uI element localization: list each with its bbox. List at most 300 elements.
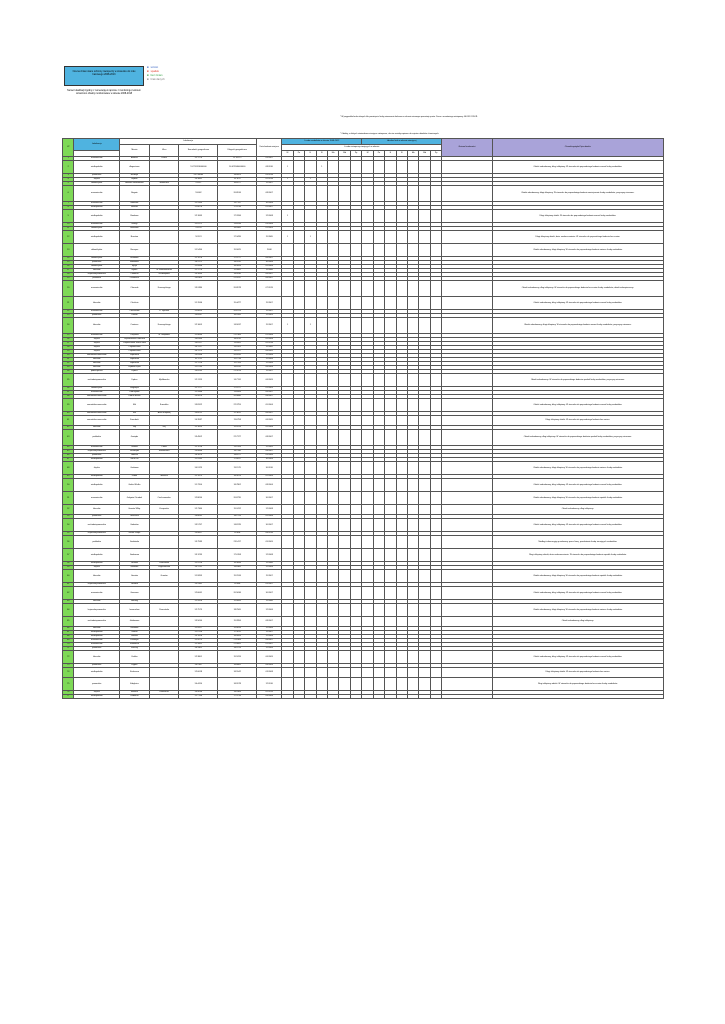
cell-lp: 44 (63, 446, 74, 450)
cell-count (293, 604, 304, 617)
col-species: Pp (350, 151, 361, 157)
cell-lon: 20.8735 (218, 492, 257, 505)
cell-count (305, 297, 316, 310)
cell-count (430, 297, 441, 310)
cell-lat: 52.4171 (179, 223, 218, 227)
cell-description: Obiekt zabudowany, długi sklepiony. W stosunku do poprzedniego badania zmiana liczby osobników. (492, 604, 663, 617)
cell-lp: 65 (63, 617, 74, 627)
cell-description: Niedługi informacyjny przekazany przez firmę, przedstawia liczbę zimujących osobników. (492, 536, 663, 549)
cell-count (373, 519, 384, 532)
cell-date: 06.2005 (257, 416, 282, 426)
cell-date: 11.2007 (257, 318, 282, 334)
cell-date: 09.2007 (257, 157, 282, 161)
cell-count (350, 668, 361, 678)
cell-lat: 52.2079 (179, 639, 218, 643)
cell-count (419, 479, 430, 492)
cell-count (430, 695, 441, 699)
cell-count (396, 678, 407, 691)
table-row (63, 587, 664, 600)
cell-lp: 5 (63, 182, 74, 186)
cell-count (385, 505, 396, 515)
cell-lp: 77 (63, 695, 74, 699)
cell-change (442, 617, 492, 627)
cell-count (419, 549, 430, 562)
cell-count (339, 668, 350, 678)
cell-count (362, 161, 373, 174)
cell-count (327, 617, 338, 627)
cell-city: Ełk (120, 399, 150, 412)
cell-count (327, 297, 338, 310)
cell-lp: 40 (63, 412, 74, 416)
col-species: E (305, 151, 316, 157)
cell-city: Bytom (120, 269, 150, 273)
cell-count (305, 462, 316, 475)
cell-count (385, 536, 396, 549)
cell-street (149, 668, 179, 678)
cell-count (293, 416, 304, 426)
cell-count (419, 231, 430, 244)
cell-date: 05.2004 (257, 399, 282, 412)
cell-street (149, 416, 179, 426)
cell-lat: 51.5490 (179, 244, 218, 257)
cell-date: 09.2018 (257, 174, 282, 178)
cell-voivodeship: śląskie (74, 342, 120, 346)
cell-lon: 18.468 (218, 583, 257, 587)
cell-lp: 55 (63, 532, 74, 536)
cell-count (350, 462, 361, 475)
cell-description: Długi sklepiony obiekt; duże nasłonecznienie. W stosunku do poprzedniego badania bez zmian. (492, 231, 663, 244)
cell-count (362, 668, 373, 678)
cell-voivodeship: lubuskie (74, 297, 120, 310)
cell-city: Czetrzes (120, 318, 150, 334)
cell-count (362, 416, 373, 426)
cell-count (305, 651, 316, 664)
cell-description: Obiekt zabudowany, długi sklepiony. W stosunku do poprzedniego badania wzrost liczby osobników. (492, 651, 663, 664)
cell-voivodeship: mazowieckie (74, 446, 120, 450)
cell-count (350, 549, 361, 562)
table-row (63, 549, 664, 562)
cell-street: Słoneczna (149, 182, 179, 186)
cell-date: 06.2008 (257, 366, 282, 370)
cell-change (442, 570, 492, 583)
cell-lat: 50.7917 (179, 346, 218, 350)
cell-city: Gubin (120, 475, 150, 479)
cell-street (149, 161, 179, 174)
col-city: Miasto (120, 145, 150, 157)
cell-date: 11.2005 (257, 346, 282, 350)
cell-count (350, 536, 361, 549)
cell-city: Ełk (120, 412, 150, 416)
cell-lon: 16.5054 (218, 265, 257, 269)
cell-change (442, 462, 492, 475)
cell-lp: 64 (63, 604, 74, 617)
cell-lon: 19.6248 (218, 223, 257, 227)
cell-lp: 61 (63, 583, 74, 587)
cell-count (293, 297, 304, 310)
cell-count (350, 399, 361, 412)
cell-lat: 52.7360 (179, 505, 218, 515)
cell-count (408, 231, 419, 244)
cell-date: 02.2019 (257, 691, 282, 695)
cell-voivodeship: pomorskie (74, 314, 120, 318)
cell-count (282, 416, 293, 426)
cell-voivodeship: mazowieckie (74, 310, 120, 314)
cell-city: Brodowo (120, 210, 150, 223)
cell-count (339, 587, 350, 600)
cell-date: 11.2008 (257, 269, 282, 273)
cell-voivodeship: podkarpackie (74, 370, 120, 374)
cell-street: ul. Grzędzka (149, 334, 179, 338)
cell-count (419, 318, 430, 334)
cell-count (362, 231, 373, 244)
cell-count (419, 186, 430, 202)
cell-lp: 63 (63, 600, 74, 604)
cell-date: 09.2006 (257, 454, 282, 458)
cell-count (408, 505, 419, 515)
cell-count (396, 430, 407, 446)
table-row (63, 695, 664, 699)
cell-lon: 15.5226 (218, 651, 257, 664)
cell-count (430, 186, 441, 202)
cell-city: Czarne (120, 314, 150, 318)
cell-lp: 15 (63, 261, 74, 265)
cell-description: Obiekt zabudowany, długi sklepiony. W stosunku do poprzedniego badania spadek liczby osobników; przyczyny nieznane. (492, 430, 663, 446)
cell-count (350, 492, 361, 505)
cell-change (442, 297, 492, 310)
cell-count (327, 281, 338, 297)
cell-count (350, 651, 361, 664)
cell-date: 11.2007 (257, 297, 282, 310)
cell-count (362, 678, 373, 691)
cell-description: Obiekt zabudowany, długi sklepiony. W stosunku do poprzedniego badania bez zmian liczby osobników; obiekt zabezpieczony. (492, 281, 663, 297)
cell-lp: 3 (63, 174, 74, 178)
cell-voivodeship: kujawsko-pomorskie (74, 450, 120, 454)
cell-count (385, 244, 396, 257)
cell-lp: 45 (63, 450, 74, 454)
cell-lp: 14 (63, 257, 74, 261)
cell-change (442, 492, 492, 505)
cell-date: 06.2005 (257, 350, 282, 354)
cell-date: 06.2009 (257, 651, 282, 664)
cell-date: 05.2008 (257, 515, 282, 519)
cell-count (396, 374, 407, 387)
cell-count (373, 281, 384, 297)
cell-count (350, 587, 361, 600)
cell-count (327, 430, 338, 446)
cell-lp: 23 (63, 314, 74, 318)
cell-count (293, 695, 304, 699)
cell-city: Augustowo (120, 161, 150, 174)
cell-city: Częstochowa (120, 350, 150, 354)
col-street: Ulica (149, 145, 179, 157)
cell-lat: 53.6547 (179, 314, 218, 318)
cell-count (316, 668, 327, 678)
cell-count (293, 430, 304, 446)
cell-description: Obiekt zabudowany, długi sklepiony. W stosunku do poprzedniego badania spadek liczby osobników. (492, 570, 663, 583)
cell-count (373, 297, 384, 310)
cell-city: Brzegi (120, 223, 150, 227)
cell-street (149, 462, 179, 475)
cell-date: 12.2010 (257, 678, 282, 691)
cell-count (396, 651, 407, 664)
cell-city: Grudziądz (120, 450, 150, 454)
cell-lp: 51 (63, 492, 74, 505)
cell-lp: 27 (63, 342, 74, 346)
cell-voivodeship: dolnośląskie (74, 244, 120, 257)
cell-street (149, 479, 179, 492)
cell-voivodeship: mazowieckie (74, 202, 120, 206)
cell-street (149, 536, 179, 549)
cell-lon: 17.0158 (218, 549, 257, 562)
cell-count (293, 505, 304, 515)
cell-lat: 54.3302 (179, 647, 218, 651)
cell-street: Myśliborska (149, 374, 179, 387)
cell-count (305, 536, 316, 549)
cell-count (305, 416, 316, 426)
cell-count (316, 651, 327, 664)
col-counts-b: Analiza liczb w okresie zimującej (362, 139, 442, 145)
cell-count (430, 617, 441, 627)
cell-city: Kałuszyn (120, 639, 150, 643)
cell-lon: 18.2565 (218, 604, 257, 617)
cell-count (339, 318, 350, 334)
cell-description: Długi sklepiony obiekt. W stosunku do poprzedniego badania bez zmian liczby osobników. (492, 678, 663, 691)
cell-voivodeship: lubuskie (74, 570, 120, 583)
cell-lat: 50.0249 (179, 370, 218, 374)
cell-count (396, 416, 407, 426)
cell-street (149, 587, 179, 600)
cell-lp: 24 (63, 318, 74, 334)
bat-sites-table (62, 138, 664, 699)
cell-count (339, 479, 350, 492)
cell-count (373, 161, 384, 174)
cell-lp: 67 (63, 631, 74, 635)
cell-count (305, 281, 316, 297)
cell-count (282, 519, 293, 532)
cell-city: Dobrzyków (120, 391, 150, 395)
cell-count (305, 186, 316, 202)
table-row (63, 678, 664, 691)
cell-lat: 52.2228 (179, 562, 218, 566)
cell-count (327, 695, 338, 699)
cell-count (362, 479, 373, 492)
cell-count (339, 231, 350, 244)
cell-lon: 22.7377 (218, 430, 257, 446)
cell-count (385, 210, 396, 223)
cell-voivodeship: wielkopolskie (74, 210, 120, 223)
cell-voivodeship: dolnośląskie (74, 257, 120, 261)
cell-lp: 70 (63, 643, 74, 647)
cell-date: 06.2007 (257, 391, 282, 395)
cell-count (305, 587, 316, 600)
cell-count (362, 587, 373, 600)
cell-voivodeship: mazowieckie (74, 281, 120, 297)
cell-lat: 52.1475 (179, 475, 218, 479)
cell-count (430, 536, 441, 549)
cell-count (305, 604, 316, 617)
cell-lp: 33 (63, 366, 74, 370)
cell-voivodeship: mazowieckie (74, 587, 120, 600)
cell-count (327, 462, 338, 475)
cell-count (316, 430, 327, 446)
cell-count (282, 374, 293, 387)
cell-count (282, 244, 293, 257)
cell-count (316, 678, 327, 691)
col-lat: Szerokość geograficzna (179, 145, 218, 157)
cell-voivodeship: wielkopolskie (74, 635, 120, 639)
cell-count (350, 678, 361, 691)
cell-count (419, 399, 430, 412)
cell-lp: 41 (63, 416, 74, 426)
cell-lp: 59 (63, 566, 74, 570)
cell-count (430, 587, 441, 600)
cell-count (293, 318, 304, 334)
cell-street: Suwalska (149, 399, 179, 412)
cell-street (149, 519, 179, 532)
cell-voivodeship: śląskie (74, 346, 120, 350)
cell-city: Goniądz (120, 430, 150, 446)
cell-count (305, 570, 316, 583)
cell-lat: 52.5390 (179, 202, 218, 206)
cell-count (339, 519, 350, 532)
cell-count (350, 281, 361, 297)
cell-date: 06.2007 (257, 257, 282, 261)
cell-lp: 30 (63, 354, 74, 358)
cell-lp: 2 (63, 161, 74, 174)
cell-city: Gumowo (120, 587, 150, 600)
cell-city: Gdańsk (120, 454, 150, 458)
cell-count (350, 161, 361, 174)
cell-lon: 21.3978 (218, 370, 257, 374)
cell-voivodeship: warmińsko-mazurskie (74, 412, 120, 416)
cell-lp: 73 (63, 664, 74, 668)
cell-date: 08.2007 (257, 617, 282, 627)
cell-count (282, 492, 293, 505)
cell-lon: 20.0245 (218, 354, 257, 358)
cell-date: 11.2008 (257, 600, 282, 604)
cell-lat: 52.3901 (179, 643, 218, 647)
cell-lat: 54.6042 (179, 515, 218, 519)
cell-count (385, 519, 396, 532)
cell-city: Grabówka (120, 536, 150, 549)
cell-count (385, 297, 396, 310)
cell-voivodeship: warmińsko-mazurskie (74, 399, 120, 412)
cell-lon: 18.1032 (218, 261, 257, 265)
cell-count (339, 244, 350, 257)
cell-city: Jabłonowo (120, 617, 150, 627)
cell-lat: 51.193 (179, 227, 218, 231)
cell-count (408, 430, 419, 446)
cell-count (293, 651, 304, 664)
cell-count (396, 604, 407, 617)
cell-count (327, 318, 338, 334)
cell-count (419, 695, 430, 699)
cell-lon: 17.3718 (218, 695, 257, 699)
col-species: B (396, 151, 407, 157)
cell-count (327, 244, 338, 257)
cell-lat: 53.8212 (179, 412, 218, 416)
cell-lat: 53.1239 (179, 549, 218, 562)
cell-lat: 52.8813 (179, 310, 218, 314)
cell-street (149, 617, 179, 627)
cell-voivodeship: zachodniopomorskie (74, 374, 120, 387)
cell-count (350, 244, 361, 257)
cell-count (293, 519, 304, 532)
footnote: * Obiekty, w których stwierdzono zimujące nietoperze, ale nie zostały wpisane do rejestru obiektów chronionych. (340, 133, 440, 135)
cell-count (385, 678, 396, 691)
cell-count (419, 492, 430, 505)
cell-date: 11.2007 (257, 570, 282, 583)
table-row (63, 604, 664, 617)
cell-count (305, 617, 316, 627)
cell-count (362, 549, 373, 562)
cell-street: Polna (149, 446, 179, 450)
cell-count (293, 479, 304, 492)
cell-date: 2008 (257, 244, 282, 257)
cell-voivodeship: lubuskie (74, 627, 120, 631)
cell-lp: 49 (63, 475, 74, 479)
cell-city: Dąbrówka (120, 362, 150, 366)
cell-date: 03.2008 (257, 223, 282, 227)
cell-count (282, 430, 293, 446)
cell-count (385, 695, 396, 699)
cell-count (316, 505, 327, 515)
cell-count (327, 492, 338, 505)
cell-street: Gronów (149, 570, 179, 583)
cell-lat: 53.9870 (179, 395, 218, 399)
cell-count (327, 678, 338, 691)
col-date: Data badania miejsca (257, 139, 282, 157)
cell-count (327, 186, 338, 202)
cell-lon: 18.0429 (218, 174, 257, 178)
cell-lat: 53.2480 (179, 281, 218, 297)
cell-city: Dobre Miasto (120, 395, 150, 399)
cell-lon: 17.2277 (218, 257, 257, 261)
cell-lat: 51.759374000000 (179, 161, 218, 174)
cell-lon: 17.1977 (218, 387, 257, 391)
cell-count (373, 678, 384, 691)
cell-date: 10.2007 (257, 492, 282, 505)
cell-street: Krzeszyckiego (149, 318, 179, 334)
cell-lon: 16.9826 (218, 635, 257, 639)
cell-date: 12.2009 (257, 314, 282, 318)
cell-description: Obiekt zabudowany, długi sklepiony. (492, 505, 663, 515)
col-location-group: Lokalizacja (74, 139, 120, 151)
col-species: Pp (430, 151, 441, 157)
cell-voivodeship: śląskie (74, 566, 120, 570)
cell-count (316, 695, 327, 699)
cell-count (316, 536, 327, 549)
cell-voivodeship: mazowieckie (74, 157, 120, 161)
cell-voivodeship: mazowieckie (74, 492, 120, 505)
cell-lp: 1 (63, 157, 74, 161)
col-counts-a: Liczba osobników w okresie 2008-2012 (282, 139, 362, 145)
cell-lat: 51.2945 (179, 458, 218, 462)
cell-count (373, 536, 384, 549)
cell-date: 08.2004 (257, 479, 282, 492)
table-row (63, 416, 664, 426)
cell-count (282, 186, 293, 202)
cell-city: Gorzów Wlkp. (120, 505, 150, 515)
cell-description: Obiekt zabudowany, długi sklepiony. W stosunku do poprzedniego badania wzrost liczby osobników. (492, 519, 663, 532)
cell-lat: 51.7276 (179, 269, 218, 273)
cell-count (419, 678, 430, 691)
cell-count (385, 604, 396, 617)
cell-lat: 53.5381 (179, 583, 218, 587)
cell-lat: 51.7766 (179, 695, 218, 699)
cell-count (396, 399, 407, 412)
cell-lat: 54.4414 (179, 678, 218, 691)
